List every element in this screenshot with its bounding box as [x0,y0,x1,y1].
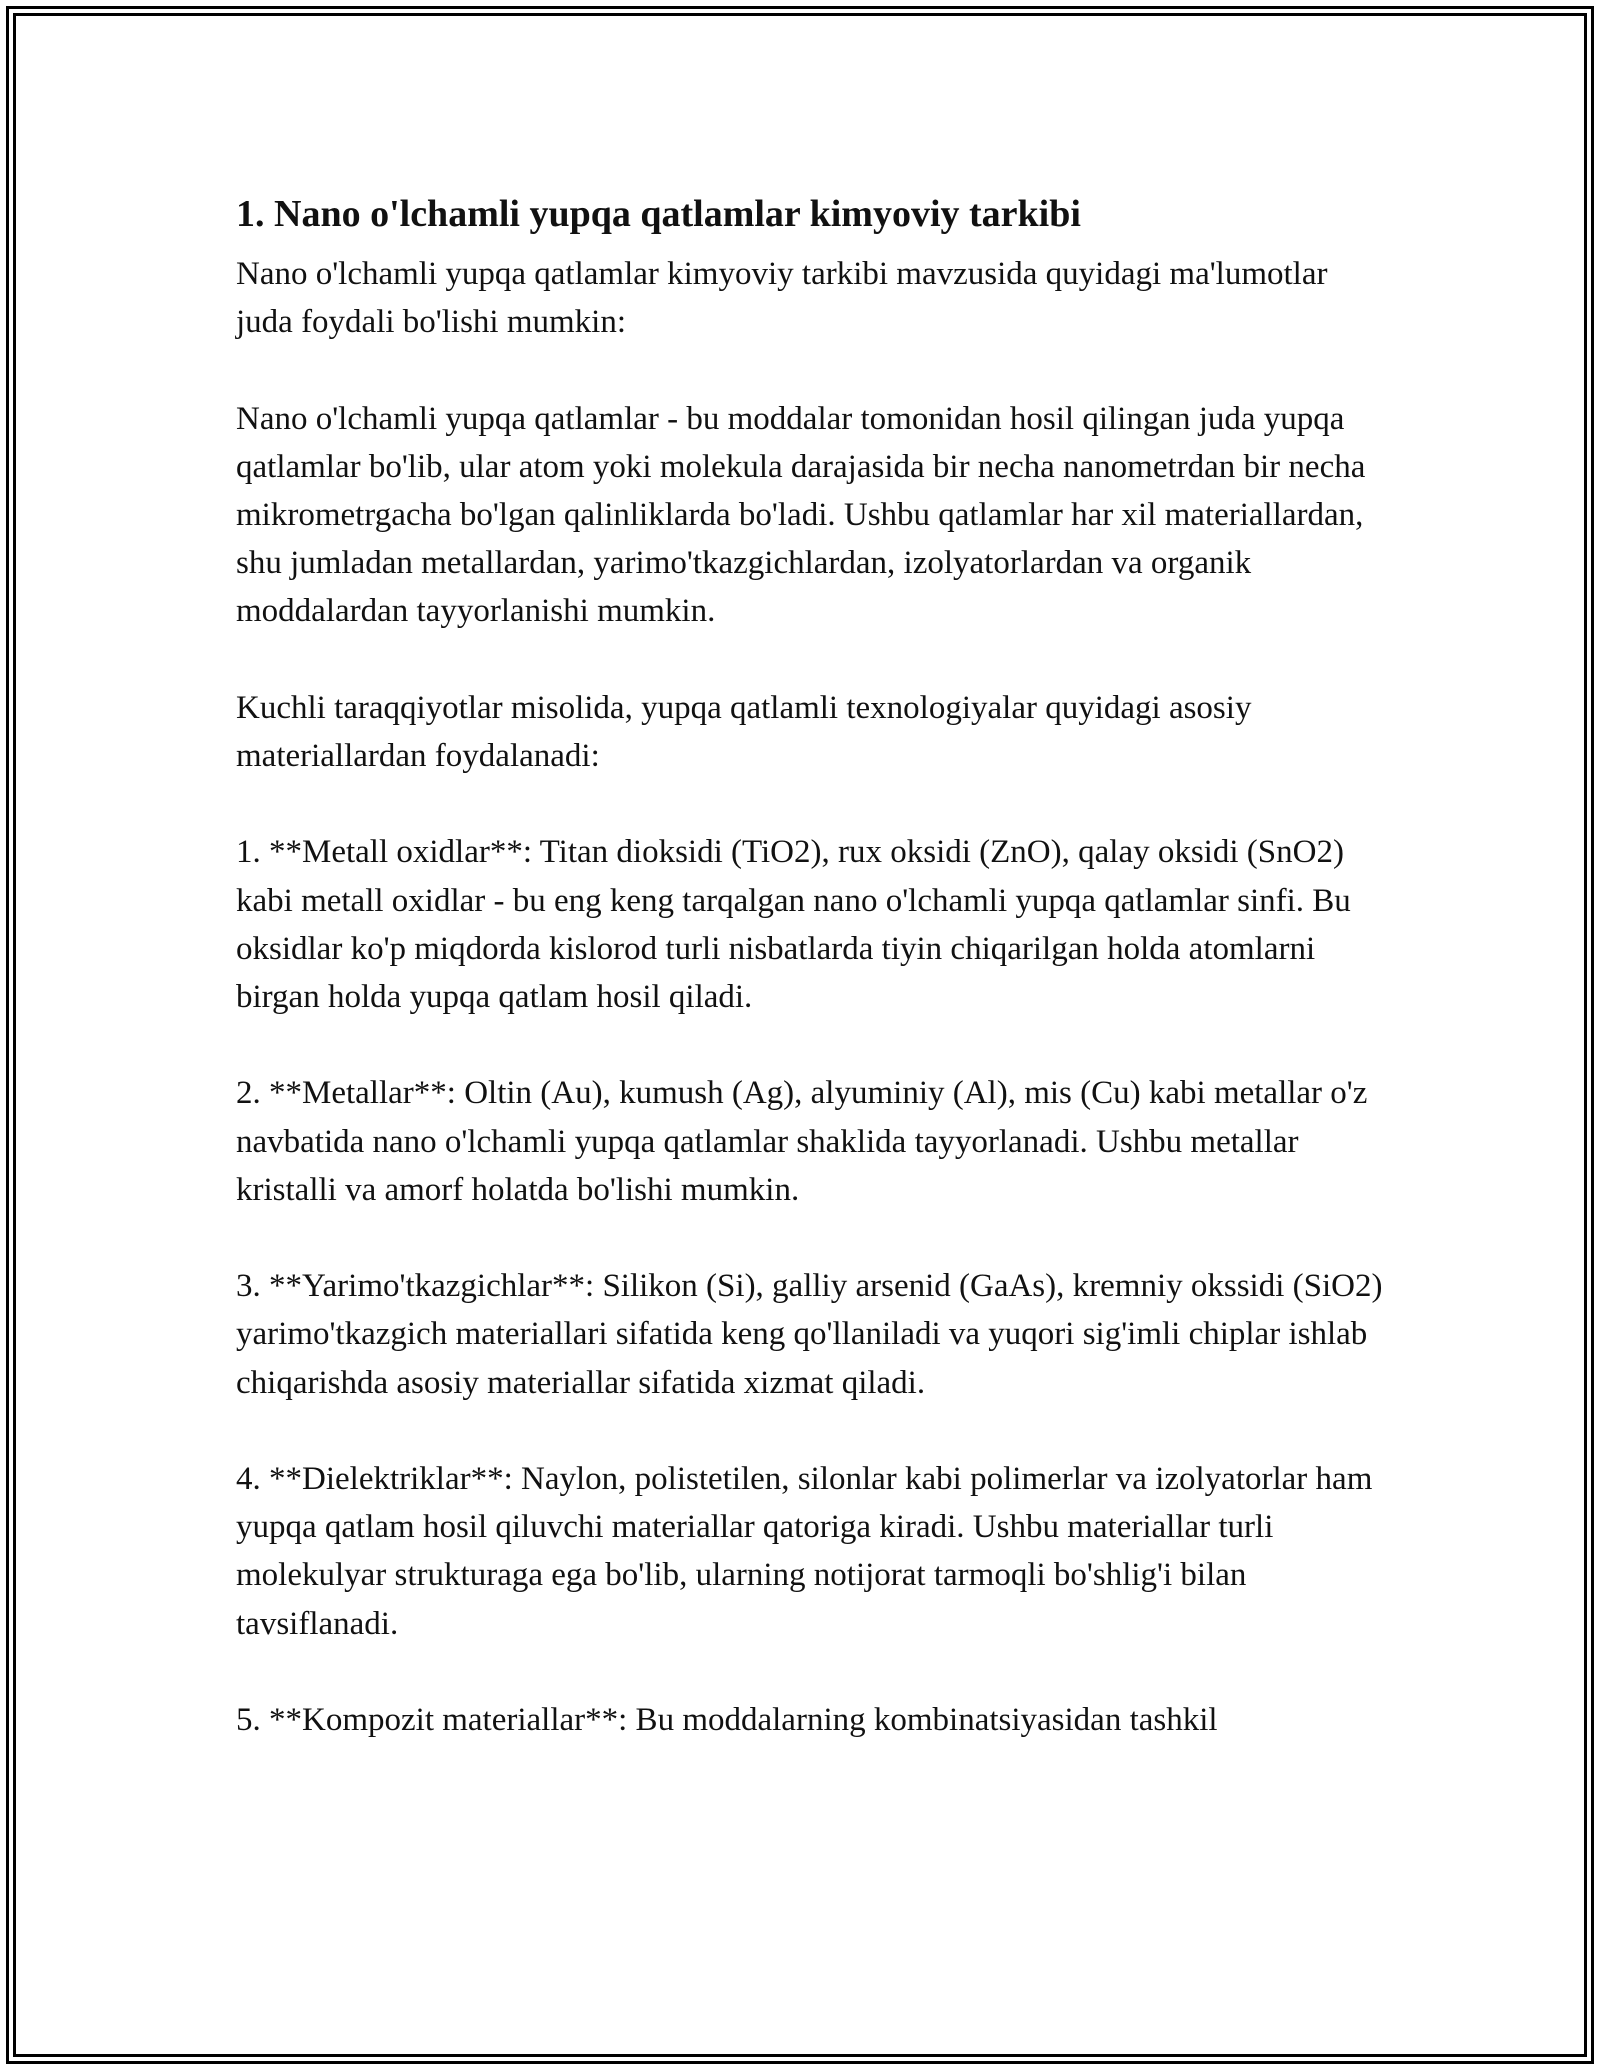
paragraph-materials-lead: Kuchli taraqqiyotlar misolida, yupqa qatlamli texnologiyalar quyidagi asosiy materiallardan foydalanadi: [236,689,1252,774]
document-body [236,188,1386,1792]
list-item-metals: 2. **Metallar**: Oltin (Au), kumush (Ag), alyuminiy (Al), mis (Cu) kabi metallar o'z navbatida nano o'lchamli yupqa qatlamlar shaklida tayyorlanadi. Ushbu metallar kristalli va amorf holatda bo'lishi mumkin. [236,1075,1368,1208]
paragraph-definition: Nano o'lchamli yupqa qatlamlar - bu moddalar tomonidan hosil qilingan juda yupqa qatlamlar bo'lib, ular atom yoki molekula darajasida bir necha nanometrdan bir necha mikrometrgacha bo'lgan qalinliklarda bo'ladi. Ushbu qatlamlar har xil materiallardan, shu jumladan metallardan, yarimo'tkazgichlardan, izolyatorlardan va organik moddalardan tayyorlanishi mumkin. [236,400,1366,630]
list-item-metal-oxides: 1. **Metall oxidlar**: Titan dioksidi (TiO2), rux oksidi (ZnO), qalay oksidi (SnO2) kabi metall oxidlar - bu eng keng tarqalgan nano o'lchamli yupqa qatlamlar sinfi. Bu oksidlar ko'p miqdorda kislorod turli nisbatlarda tiyin chiqarilgan holda atomlarni birgan holda yupqa qatlam hosil qiladi. [236,834,1351,1015]
paragraph-intro: Nano o'lchamli yupqa qatlamlar kimyoviy tarkibi mavzusida quyidagi ma'lumotlar juda foydali bo'lishi mumkin: [236,256,1328,341]
list-item-dielectrics: 4. **Dielektriklar**: Naylon, polistetilen, silonlar kabi polimerlar va izolyatorlar ham yupqa qatlam hosil qiluvchi materiallar qatoriga kiradi. Ushbu materiallar turli molekulyar strukturaga ega bo'lib, ularning notijorat tarmoqli bo'shlig'i bilan tavsiflanadi. [236,1460,1373,1642]
document-title: 1. Nano o'lchamli yupqa qatlamlar kimyoviy tarkibi [236,193,1081,235]
list-item-semiconductors: 3. **Yarimo'tkazgichlar**: Silikon (Si), galliy arsenid (GaAs), kremniy okssidi (SiO2) yarimo'tkazgich materiallari sifatida keng qo'llaniladi va yuqori sig'imli chiplar ishlab chiqarishda asosiy materiallar sifatida xizmat qiladi. [236,1268,1383,1401]
list-item-composites: 5. **Kompozit materiallar**: Bu moddalarning kombinatsiyasidan tashkil [236,1701,1218,1738]
